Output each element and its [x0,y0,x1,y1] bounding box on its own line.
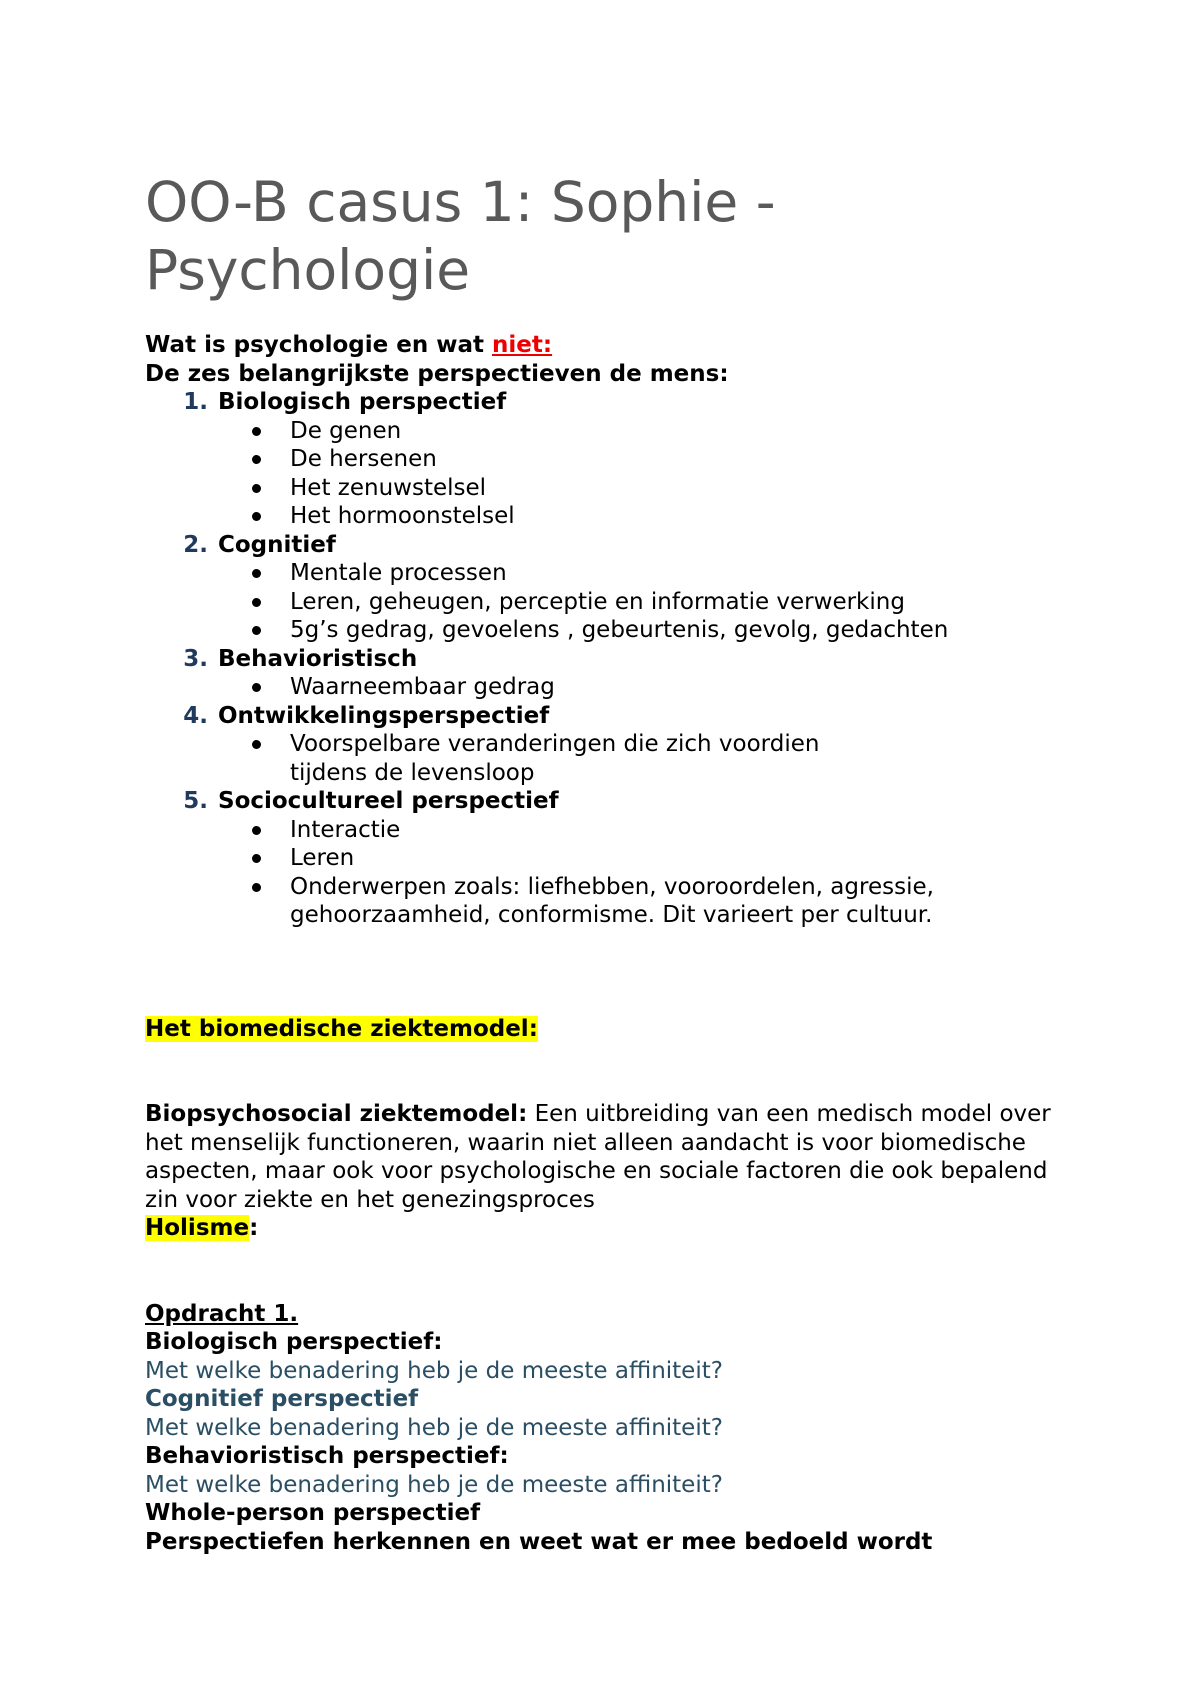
perspective-item [145,645,1075,702]
biomedical-heading: Het biomedische ziektemodel: [145,1015,538,1042]
holisme-line [145,1214,1075,1243]
list-number: 2. [183,531,208,558]
bullet-item: Onderwerpen zoals: liefhebben, vooroordelen, agressie, gehoorzaamheid, conformisme. Dit varieert per cultuur. [290,873,945,930]
opdracht-question: Met welke benadering heb je de meeste affiniteit? [145,1357,723,1384]
perspective-item [145,388,1075,531]
perspective-label: Behavioristisch [218,645,418,672]
opdracht-heading: Cognitief perspectief [145,1386,419,1412]
bullet-item: Interactie [290,816,945,845]
page-title: OO-B casus 1: Sophie - Psychologie [145,170,776,302]
opdracht-question: Met welke benadering heb je de meeste affiniteit? [145,1471,723,1498]
list-number: 3. [183,645,208,672]
list-number: 4. [183,702,208,729]
biopsychosocial-paragraph [145,1100,1065,1214]
list-number: 5. [183,788,208,814]
bullet-item: De genen [290,417,1075,446]
bullet-item: Het hormoonstelsel [290,502,1075,531]
perspective-item [145,787,1075,930]
bullet-item: Leren [290,844,945,873]
opdracht-question: Met welke benadering heb je de meeste affiniteit? [145,1414,723,1441]
perspective-item [145,531,1075,645]
biopsychosocial-label: Biopsychosocial ziektemodel: [145,1101,528,1127]
opdracht-heading: Biologisch perspectief: [145,1329,443,1355]
perspective-item [145,702,1075,788]
closing-line: Perspectiefen herkennen en weet wat er mee bedoeld wordt [145,1528,933,1555]
holisme-colon: : [249,1215,259,1241]
bullet-item: Mentale processen [290,559,1075,588]
perspective-label: Cognitief [218,531,336,558]
perspective-label: Biologisch perspectief [218,389,507,415]
bullet-item: 5g’s gedrag, gevoelens , gebeurtenis, gevolg, gedachten [290,616,1075,645]
intro-line-1 [145,331,1075,360]
perspective-label: Ontwikkelingsperspectief [218,702,550,729]
intro-line-2: De zes belangrijkste perspectieven de mens: [145,360,729,387]
opdracht-heading: Behavioristisch perspectief: [145,1443,509,1469]
bullet-item: Het zenuwstelsel [290,474,1075,503]
intro-text: Wat is psychologie en wat [145,332,492,358]
whole-person-heading: Whole-person perspectief [145,1500,481,1526]
holisme-label: Holisme [145,1215,250,1241]
bullet-item: De hersenen [290,445,1075,474]
opdracht-title: Opdracht 1. [145,1300,299,1327]
document-page [145,168,1075,1556]
bullet-item: Leren, geheugen, perceptie en informatie verwerking [290,588,1075,617]
biopsychosocial-text: Een uitbreiding van een medisch model over het menselijk functioneren, waarin niet alleen aandacht is voor biomedische aspecten, maar ook voor psychologische en sociale factoren die ook bepalend zin voor ziekte en het genezingsproces [145,1101,1051,1213]
perspective-label: Sociocultureel perspectief [218,788,559,814]
bullet-item: Waarneembaar gedrag [290,673,1075,702]
bullet-item: Voorspelbare veranderingen die zich voordien tijdens de levensloop [290,730,850,787]
niet-highlight: niet: [492,332,553,358]
list-number: 1. [183,389,208,415]
perspectives-list [145,388,1075,930]
